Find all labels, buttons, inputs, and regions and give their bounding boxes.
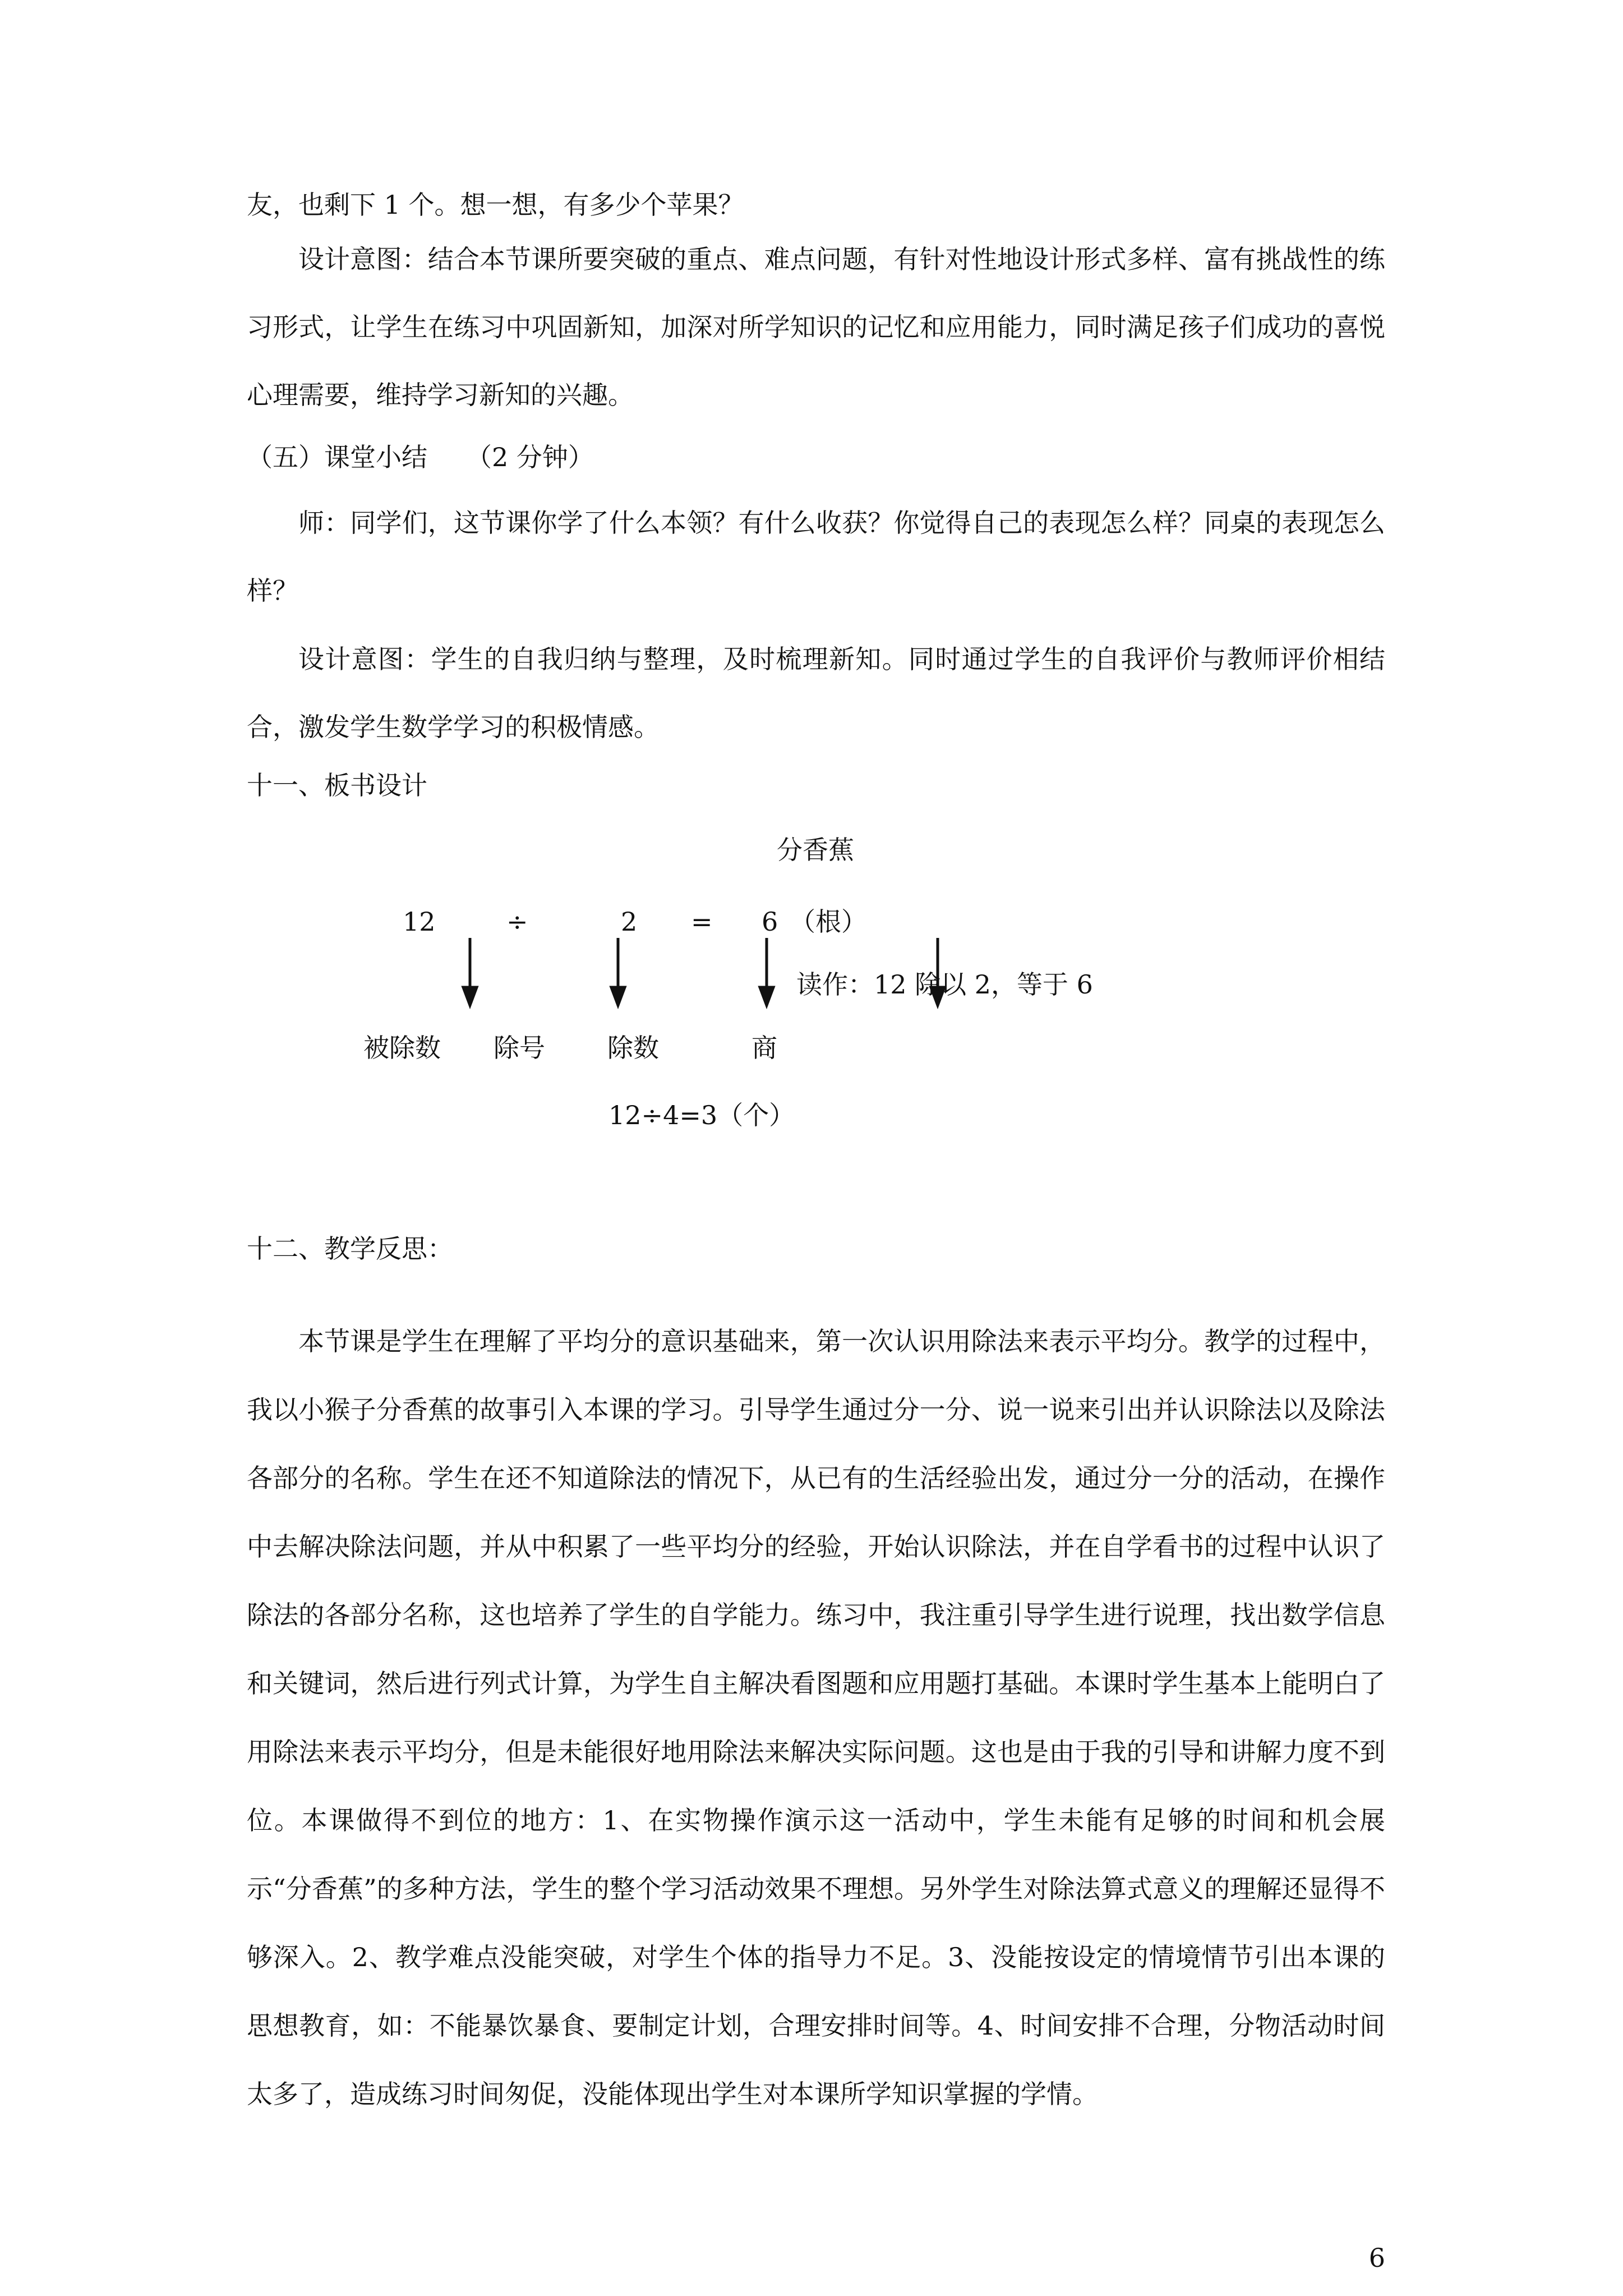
design-intent-2: 设计意图：学生的自我归纳与整理，及时梳理新知。同时通过学生的自我评价与教师评价相结合，激发学生数学学习的积极情感。 — [247, 644, 1385, 742]
eq-dividend: 12 — [403, 907, 436, 937]
example-equation: 12÷4=3（个） — [608, 1100, 795, 1130]
board-title: 分香蕉 — [777, 835, 854, 865]
label-division-sign: 除号 — [494, 1033, 545, 1063]
eq-unit: （根） — [790, 907, 867, 937]
arrow-head-icon — [760, 987, 773, 1005]
summary-heading: （五）课堂小结 （2 分钟） — [247, 442, 594, 472]
arrow-head-icon — [463, 987, 477, 1005]
design-intent-1: 设计意图：结合本节课所要突破的重点、难点问题，有针对性地设计形式多样、富有挑战性的练习形式，让学生在练习中巩固新知，加深对所学知识的记忆和应用能力，同时满足孩子们成功的喜悦心理需要，维持学习新知的兴趣。 — [247, 244, 1385, 410]
eq-equals: = — [691, 907, 713, 937]
arrow-head-icon — [611, 987, 625, 1005]
board-heading: 十一、板书设计 — [247, 770, 427, 800]
continued-text: 友，也剩下 1 个。想一想，有多少个苹果？ — [247, 190, 744, 220]
teacher-speech: 师：同学们，这节课你学了什么本领？有什么收获？你觉得自己的表现怎么样？同桌的表现怎么样？ — [247, 508, 1385, 606]
reflection-heading: 十二、教学反思： — [247, 1234, 453, 1264]
eq-quotient: 6 — [762, 907, 778, 937]
label-divisor: 除数 — [607, 1033, 659, 1063]
eq-divisor: 2 — [621, 907, 638, 937]
label-quotient: 商 — [751, 1033, 777, 1063]
label-dividend: 被除数 — [363, 1033, 441, 1063]
reading-text: 读作：12 除以 2，等于 6 — [796, 969, 1093, 1000]
board-arrows — [0, 0, 1623, 1066]
reflection-body: 本节课是学生在理解了平均分的意识基础来，第一次认识用除法来表示平均分。教学的过程中，我以小猴子分香蕉的故事引入本课的学习。引导学生通过分一分、说一说来引出并认识除法以及除法各部分的名称。学生在还不知道除法的情况下，从已有的生活经验出发，通过分一分的活动，在操作中去解决除法问题，并从中积累了一些平均分的经验，开始认识除法，并在自学看书的过程中认识了除法的各部分名称，这也培养了学生的自学能力。练习中，我注重引导学生进行说理，找出数学信息和关键词，然后进行列式计算，为学生自主解决看图题和应用题打基础。本课时学生基本上能明白了用除法来表示平均分，但是未能很好地用除法来解决实际问题。这也是由于我的引导和讲解力度不到位。本课做得不到位的地方：1、在实物操作演示这一活动中，学生未能有足够的时间和机会展示“分香蕉”的多种方法，学生的整个学习活动效果不理想。另外学生对除法算式意义的理解还显得不够深入。2、教学难点没能突破，对学生个体的指导力不足。3、没能按设定的情境情节引出本课的思想教育，如：不能暴饮暴食、要制定计划，合理安排时间等。4、时间安排不合理，分物活动时间太多了，造成练习时间匆促，没能体现出学生对本课所学知识掌握的学情。 — [247, 1326, 1385, 2109]
page-number: 6 — [1368, 2243, 1385, 2273]
eq-operator: ÷ — [506, 907, 528, 937]
